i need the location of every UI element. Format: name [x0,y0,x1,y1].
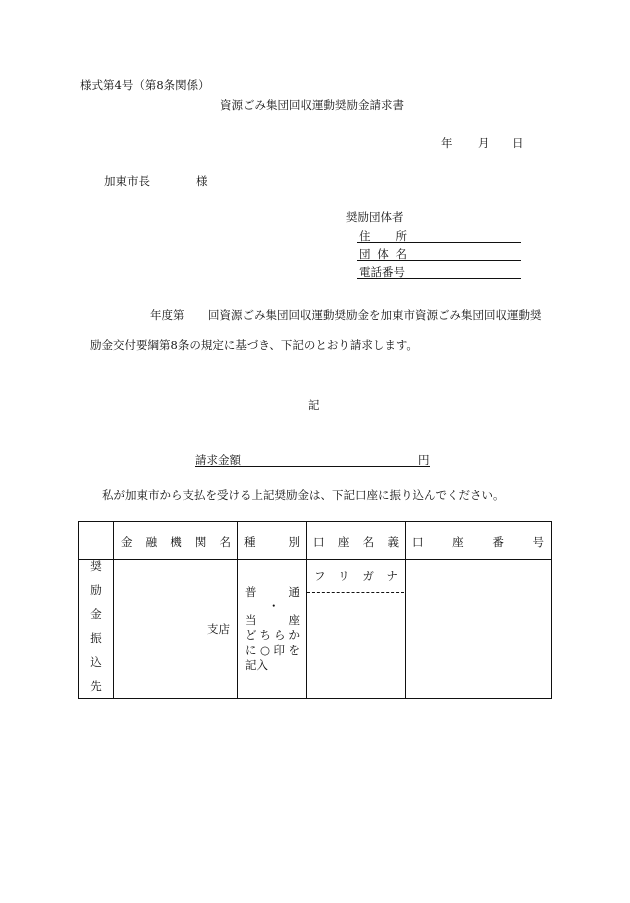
amount-field[interactable] [195,466,430,467]
address-label: 住 所 [359,229,407,243]
date-day: 日 [512,136,524,150]
ki-mark: 記 [308,398,320,412]
body-text-line2: 励金交付要綱第8条の規定に基づき、下記のとおり請求します。 [90,338,418,352]
phone-field[interactable] [357,278,521,279]
form-number: 様式第4号（第8条関係） [80,78,210,92]
account-holder-field[interactable] [307,593,404,697]
type-option-toza[interactable]: 当 座 [245,613,300,627]
applicant-heading: 奨励団体者 [346,210,404,224]
transfer-note: 私が加東市から支払を受ける上記奨励金は、下記口座に振り込んでください。 [102,488,505,502]
addressee-suffix: 様 [196,174,208,188]
type-note-line1: ど ち ら か [245,628,300,642]
header-account-holder: 口 座 名 義 [313,535,399,549]
group-name-label: 団 体 名 [359,247,407,261]
row-label-transfer-destination: 奨 励 金 振 込 先 [90,559,102,694]
amount-label: 請求金額 [195,453,241,467]
fiscal-year-label: 年度第 [150,308,185,322]
account-number-field[interactable] [406,560,550,697]
header-account-type: 種 別 [244,535,300,549]
type-note-line2: に ○ 印 を [245,643,300,657]
addressee-name: 加東市長 [104,174,150,188]
date-year: 年 [441,136,453,150]
type-note-line3: 記入 [245,658,268,672]
header-account-number: 口 座 番 号 [412,535,544,549]
type-separator-dot: ・ [268,599,280,613]
header-bank-name: 金 融 機 関 名 [121,535,231,549]
body-text-line1: 回資源ごみ集団回収運動奨励金を加東市資源ごみ集団回収運動奨 [208,308,542,322]
type-option-futsu[interactable]: 普 通 [245,585,300,599]
phone-label: 電話番号 [359,265,405,279]
address-field[interactable] [357,242,521,243]
amount-unit: 円 [418,453,430,467]
furigana-label: フ リ ガ ナ [314,569,398,583]
document-title: 資源ごみ集団回収運動奨励金請求書 [220,98,404,112]
branch-label: 支店 [207,622,230,636]
date-month: 月 [478,136,490,150]
group-name-field[interactable] [357,260,521,261]
